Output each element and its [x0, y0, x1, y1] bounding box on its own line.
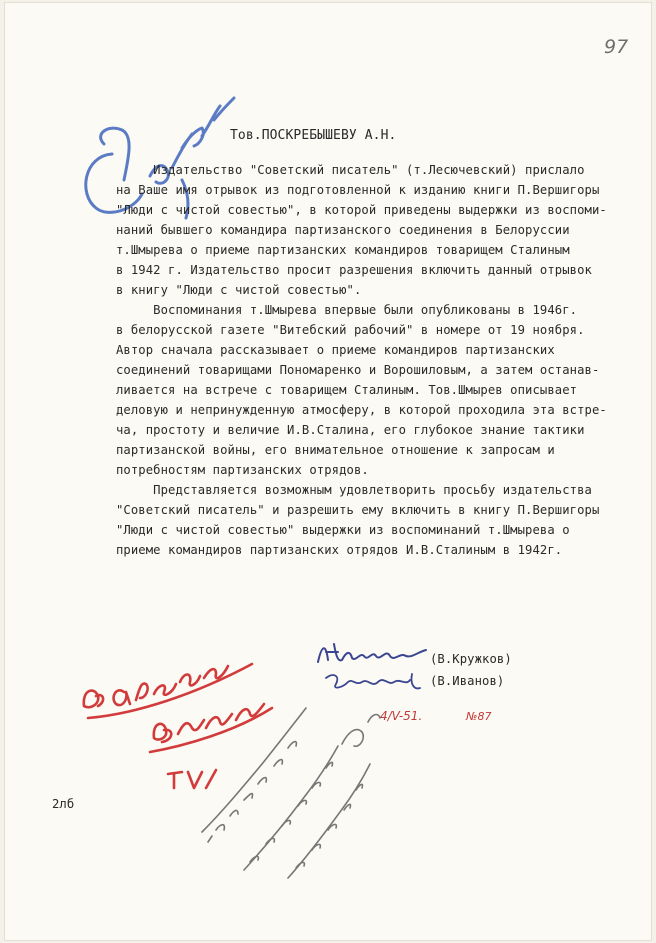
body-line: приеме командиров партизанских отрядов И.В.Сталиным в 1942г.	[116, 543, 563, 557]
document-page	[4, 2, 652, 941]
registration-number: №87	[466, 710, 492, 723]
red-signature-kruzhkov	[144, 692, 284, 792]
body-line: партизанской войны, его внимательное отношение к запросам и	[116, 443, 555, 457]
body-line: соединений товарищами Пономаренко и Ворошиловым, а затем останав-	[116, 363, 600, 377]
body-line: "Люди с чистой совестью", в которой приведены выдержки из воспоми-	[116, 203, 607, 217]
pencil-note-handwriting	[192, 692, 392, 882]
signer-ivanov: (В.Иванов)	[430, 674, 505, 688]
body-line: ливается на встрече с товарищем Сталиным. Тов.Шмырев описывает	[116, 383, 578, 397]
body-line: потребностям партизанских отрядов.	[116, 463, 369, 477]
page-number: 97	[604, 36, 629, 58]
body-line: в книгу "Люди с чистой совестью".	[116, 283, 362, 297]
ivanov-signature	[322, 668, 426, 698]
kruzhkov-signature	[314, 638, 430, 670]
body-line: наний бывшего командира партизанского соединения в Белоруссии	[116, 223, 570, 237]
body-line: на Ваше имя отрывок из подготовленной к изданию книги П.Вершигоры	[116, 183, 600, 197]
red-archive-handwriting	[76, 642, 266, 732]
signers-block	[430, 648, 512, 692]
body-line: деловую и непринужденную атмосферу, в которой проходила эта встре-	[116, 403, 607, 417]
body-line: в белорусской газете "Витебский рабочий" в номере от 19 ноября.	[116, 323, 585, 337]
addressee: Тов.ПОСКРЕБЫШЕВУ А.Н.	[230, 128, 397, 143]
letter-body	[116, 160, 636, 560]
body-line: Представляется возможным удовлетворить просьбу издательства	[116, 483, 592, 497]
body-line: Издательство "Советский писатель" (т.Лесючевский) прислало	[116, 163, 585, 177]
body-line: Воспоминания т.Шмырева впервые были опубликованы в 1946г.	[116, 303, 578, 317]
date-note: 4/V-51.	[380, 709, 423, 723]
body-line: ча, простоту и величие И.В.Сталина, его глубокое знание тактики	[116, 423, 585, 437]
body-line: "Советский писатель" и разрешить ему включить в книгу П.Вершигоры	[116, 503, 600, 517]
body-line: в 1942 г. Издательство просит разрешения включить данный отрывок	[116, 263, 592, 277]
copies-note: 2лб	[52, 797, 75, 811]
body-line: т.Шмырева о приеме партизанских командиров товарищем Сталиным	[116, 243, 570, 257]
body-line: Автор сначала рассказывает о приеме командиров партизанских	[116, 343, 555, 357]
signer-kruzhkov: (В.Кружков)	[430, 652, 512, 666]
body-line: "Люди с чистой совестью" выдержки из воспоминаний т.Шмырева о	[116, 523, 570, 537]
